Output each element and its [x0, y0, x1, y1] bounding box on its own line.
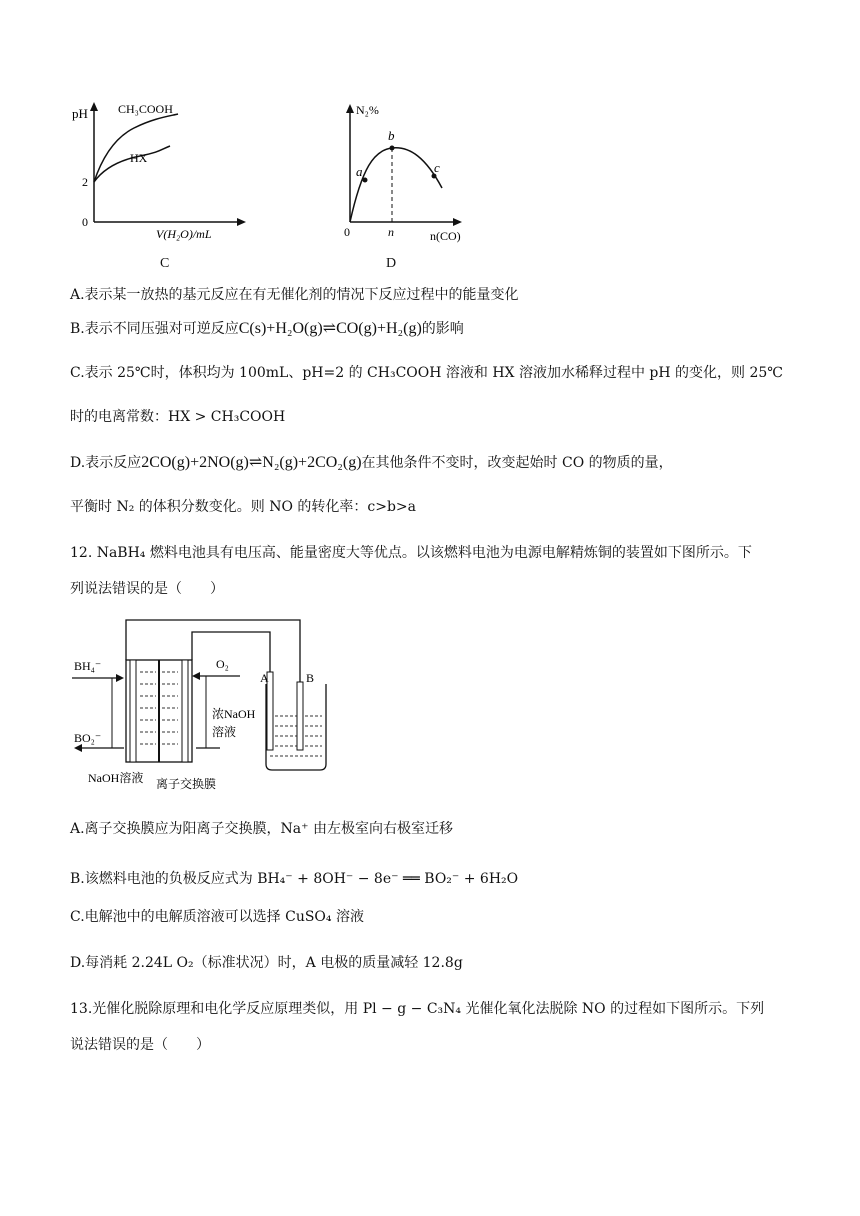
- q12-apparatus-diagram: [70, 612, 340, 792]
- q11-option-d-line2: 平衡时 N₂ 的体积分数变化。则 NO 的转化率：c>b>a: [70, 499, 416, 515]
- figure-c-y-label: pH: [72, 106, 88, 121]
- q12-fig-o2-label: O₂: [216, 657, 229, 671]
- q11-option-d-prefix: D.表示反应: [70, 455, 142, 471]
- figure-d-point-b: b: [388, 128, 395, 143]
- q11-option-b-suffix: 的影响: [421, 321, 464, 337]
- q12-fig-naoh-conc-1: 浓NaOH: [212, 707, 256, 721]
- q12-option-a: A.离子交换膜应为阳离子交换膜，Na⁺ 由左极室向右极室迁移: [70, 821, 453, 837]
- q12-fig-membrane-label: 离子交换膜: [156, 777, 217, 791]
- q11-option-c-line1: C.表示 25℃时，体积均为 100mL、pH=2 的 CH₃COOH 溶液和 HX 溶液加水稀释过程中 pH 的变化，则 25℃: [70, 365, 783, 381]
- figure-d-point-a: a: [356, 164, 363, 179]
- figure-c-curve1-label: CH₃COOH: [118, 102, 173, 116]
- figure-d-tick-n: n: [388, 225, 394, 239]
- q12-option-c: C.电解池中的电解质溶液可以选择 CuSO₄ 溶液: [70, 909, 364, 925]
- figure-d-graph: [330, 98, 480, 243]
- q12-fig-naoh-conc-2: 溶液: [212, 725, 237, 739]
- figure-d-caption: D: [386, 256, 397, 271]
- figure-d-x-label: n(CO): [430, 229, 461, 243]
- figure-c-graph: [70, 98, 270, 243]
- figure-d-origin: 0: [344, 225, 350, 239]
- q12-stem-line2: 列说法错误的是（ ）: [70, 581, 224, 597]
- q13-stem-line1: 13.光催化脱除原理和电化学反应原理类似，用 Pl − g − C₃N₄ 光催化氧化法脱除 NO 的过程如下图所示。下列: [70, 1001, 765, 1017]
- q12-fig-bh4-label: BH₄⁻: [74, 659, 102, 673]
- q12-fig-naoh-label: NaOH溶液: [88, 771, 144, 785]
- q11-option-a: A.表示某一放热的基元反应在有无催化剂的情况下反应过程中的能量变化: [70, 287, 519, 303]
- q11-option-c-line2: 时的电离常数：HX > CH₃COOH: [70, 409, 286, 425]
- figure-c-caption: C: [160, 256, 170, 271]
- q11-option-d: [70, 452, 673, 474]
- q13-stem-line2: 说法错误的是（ ）: [70, 1037, 210, 1053]
- figure-c-curve2-label: HX: [130, 151, 148, 165]
- q12-fig-bo2-label: BO₂⁻: [74, 731, 102, 745]
- figure-d-y-label: N₂%: [356, 103, 379, 117]
- q12-fig-electrode-a: A: [260, 671, 269, 685]
- q12-option-d: D.每消耗 2.24L O₂（标准状况）时，A 电极的质量减轻 12.8g: [70, 955, 463, 971]
- figure-c-tick-2: 2: [82, 175, 88, 189]
- q11-option-d-suffix: 在其他条件不变时，改变起始时 CO 的物质的量，: [361, 455, 673, 471]
- q12-fig-electrode-b: B: [306, 671, 315, 685]
- figure-c-x-label: V(H₂O)/mL: [156, 227, 212, 241]
- q11-option-d-equation: 2CO(g)+2NO(g)⇌N₂(g)+2CO₂(g): [141, 454, 362, 471]
- q11-option-b: [70, 318, 464, 340]
- q11-option-b-prefix: B.表示不同压强对可逆反应: [70, 321, 239, 337]
- figure-c-origin: 0: [82, 215, 88, 229]
- figure-d-point-c: c: [434, 160, 440, 175]
- q12-option-b: B.该燃料电池的负极反应式为 BH₄⁻ + 8OH⁻ − 8e⁻ ══ BO₂⁻ + 6H₂O: [70, 871, 519, 887]
- q11-option-b-equation: C(s)+H₂O(g)⇌CO(g)+H₂(g): [238, 320, 422, 337]
- q12-stem-line1: 12. NaBH₄ 燃料电池具有电压高、能量密度大等优点。以该燃料电池为电源电解精炼铜的装置如下图所示。下: [70, 545, 752, 561]
